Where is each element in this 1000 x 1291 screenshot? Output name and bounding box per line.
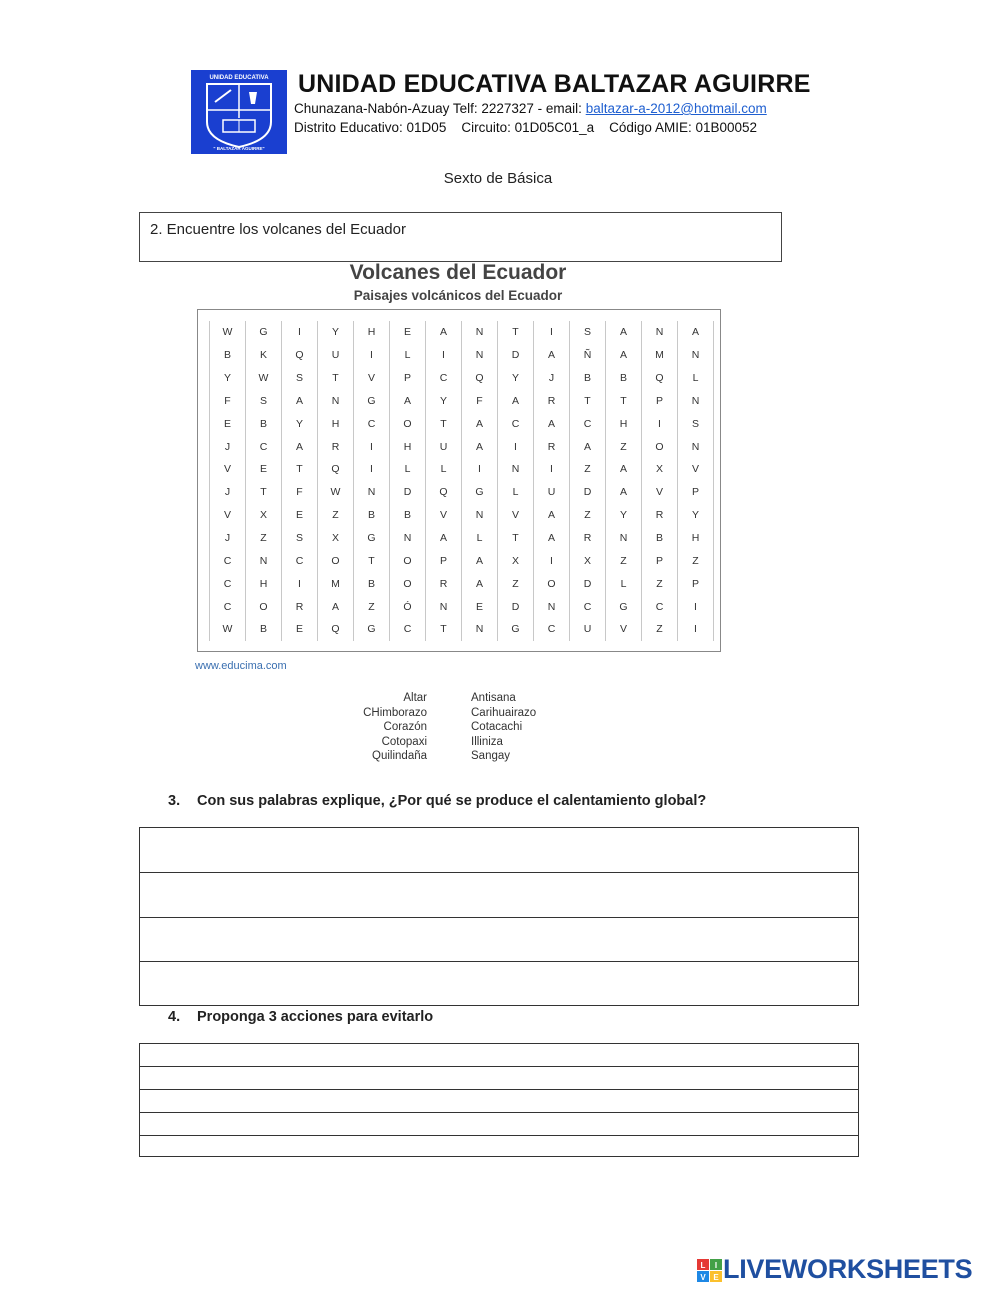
grid-letter[interactable]: N <box>390 527 426 550</box>
grid-letter[interactable]: P <box>642 390 678 413</box>
grid-letter[interactable]: A <box>570 435 606 458</box>
grid-letter[interactable]: Y <box>498 367 534 390</box>
grid-letter[interactable]: J <box>210 527 246 550</box>
address-text: Chunazana-Nabón-Azuay Telf: 2227327 - email: <box>294 101 586 116</box>
grid-letter[interactable]: V <box>498 504 534 527</box>
wordsearch-title: Volcanes del Ecuador <box>349 261 567 284</box>
answer-line <box>140 1135 858 1136</box>
grid-letter[interactable]: I <box>498 435 534 458</box>
grid-letter[interactable]: N <box>426 595 462 618</box>
grid-letter[interactable]: E <box>462 595 498 618</box>
grid-letter[interactable]: T <box>318 367 354 390</box>
word-item: Antisana <box>471 692 516 704</box>
grid-row <box>210 595 714 618</box>
grid-letter[interactable]: P <box>390 367 426 390</box>
grid-letter[interactable]: C <box>390 618 426 641</box>
grid-letter[interactable]: C <box>354 412 390 435</box>
grid-letter[interactable]: V <box>210 458 246 481</box>
grid-letter[interactable]: S <box>246 390 282 413</box>
grid-letter[interactable]: B <box>606 367 642 390</box>
logo-letter: L <box>700 1261 706 1270</box>
grid-row <box>210 572 714 595</box>
logo-letter: V <box>700 1273 706 1282</box>
grid-letter[interactable]: C <box>570 412 606 435</box>
grid-letter[interactable]: R <box>570 527 606 550</box>
grid-letter[interactable]: M <box>318 572 354 595</box>
grid-letter[interactable]: X <box>246 504 282 527</box>
grid-row <box>210 504 714 527</box>
grid-letter[interactable]: L <box>426 458 462 481</box>
grid-letter[interactable]: A <box>678 321 714 344</box>
grid-letter[interactable]: V <box>678 458 714 481</box>
grid-letter[interactable]: D <box>570 572 606 595</box>
grid-letter[interactable]: S <box>570 321 606 344</box>
grid-letter[interactable]: T <box>426 618 462 641</box>
grid-letter[interactable]: A <box>462 549 498 572</box>
logo-letter: I <box>714 1261 718 1270</box>
logo-text-bottom: " BALTAZAR AGUIRRE" <box>213 146 265 151</box>
answer-line <box>140 917 858 918</box>
grid-letter[interactable]: A <box>318 595 354 618</box>
grid-letter[interactable]: Z <box>642 618 678 641</box>
grid-letter[interactable]: O <box>390 549 426 572</box>
grid-row <box>210 367 714 390</box>
grid-letter[interactable]: U <box>534 481 570 504</box>
grid-letter[interactable]: K <box>246 344 282 367</box>
grid-letter[interactable]: T <box>354 549 390 572</box>
grid-letter[interactable]: Q <box>642 367 678 390</box>
grid-letter[interactable]: G <box>354 618 390 641</box>
question-2-box <box>139 212 782 262</box>
grid-letter[interactable]: B <box>354 572 390 595</box>
grade-label: Sexto de Básica <box>443 170 553 187</box>
grid-letter[interactable]: I <box>426 344 462 367</box>
grid-letter[interactable]: I <box>282 321 318 344</box>
grid-letter[interactable]: O <box>534 572 570 595</box>
answer-line <box>140 961 858 962</box>
grid-letter[interactable]: P <box>678 572 714 595</box>
grid-letter[interactable]: H <box>318 412 354 435</box>
grid-letter[interactable]: S <box>282 527 318 550</box>
grid-letter[interactable]: I <box>354 344 390 367</box>
grid-letter[interactable]: I <box>678 618 714 641</box>
grid-letter[interactable]: N <box>642 321 678 344</box>
grid-letter[interactable]: Y <box>282 412 318 435</box>
grid-letter[interactable]: N <box>462 321 498 344</box>
email-link[interactable]: baltazar-a-2012@hotmail.com <box>585 101 767 116</box>
grid-letter[interactable]: A <box>606 481 642 504</box>
grid-letter[interactable]: G <box>246 321 282 344</box>
grid-letter[interactable]: N <box>678 435 714 458</box>
grid-letter[interactable]: B <box>390 504 426 527</box>
grid-letter[interactable]: I <box>354 458 390 481</box>
grid-letter[interactable]: A <box>606 458 642 481</box>
grid-letter[interactable]: R <box>426 572 462 595</box>
grid-letter[interactable]: Z <box>498 572 534 595</box>
question-2-text: 2. Encuentre los volcanes del Ecuador <box>150 221 406 238</box>
grid-letter[interactable]: A <box>462 572 498 595</box>
grid-letter[interactable]: A <box>534 412 570 435</box>
grid-letter[interactable]: B <box>246 618 282 641</box>
grid-letter[interactable]: D <box>498 595 534 618</box>
grid-letter[interactable]: V <box>210 504 246 527</box>
grid-letter[interactable]: P <box>426 549 462 572</box>
grid-letter[interactable]: R <box>534 390 570 413</box>
grid-letter[interactable]: Z <box>606 549 642 572</box>
grid-letter[interactable]: S <box>678 412 714 435</box>
grid-letter[interactable]: G <box>354 390 390 413</box>
question-4-number: 4. <box>168 1009 181 1025</box>
grid-letter[interactable]: E <box>210 412 246 435</box>
grid-letter[interactable]: I <box>462 458 498 481</box>
grid-letter[interactable]: Z <box>642 572 678 595</box>
grid-letter[interactable]: Z <box>678 549 714 572</box>
grid-letter[interactable]: Z <box>246 527 282 550</box>
grid-row <box>210 618 714 641</box>
grid-letter[interactable]: Z <box>570 504 606 527</box>
grid-letter[interactable]: C <box>570 595 606 618</box>
grid-row <box>210 321 714 344</box>
grid-letter[interactable]: L <box>606 572 642 595</box>
question-4-answer-area[interactable] <box>139 1043 859 1157</box>
word-item: Sangay <box>471 750 511 762</box>
grid-letter[interactable]: D <box>390 481 426 504</box>
grid-letter[interactable]: H <box>678 527 714 550</box>
school-logo <box>191 70 287 154</box>
grid-letter[interactable]: C <box>534 618 570 641</box>
grid-letter[interactable]: F <box>282 481 318 504</box>
grid-letter[interactable]: A <box>606 321 642 344</box>
grid-letter[interactable]: H <box>390 435 426 458</box>
grid-letter[interactable]: Z <box>318 504 354 527</box>
word-list-row <box>300 736 620 751</box>
wordsearch-subtitle: Paisajes volcánicos del Ecuador <box>353 288 563 303</box>
grid-letter[interactable]: C <box>642 595 678 618</box>
grid-letter[interactable]: R <box>534 435 570 458</box>
grid-letter[interactable]: W <box>318 481 354 504</box>
grid-letter[interactable]: T <box>606 390 642 413</box>
word-list <box>300 692 620 765</box>
grid-letter[interactable]: L <box>390 344 426 367</box>
grid-letter[interactable]: I <box>282 572 318 595</box>
word-list-row <box>300 721 620 736</box>
address-line <box>294 101 767 116</box>
grid-row <box>210 549 714 572</box>
grid-letter[interactable]: Ñ <box>570 344 606 367</box>
grid-letter[interactable]: V <box>606 618 642 641</box>
grid-letter[interactable]: N <box>534 595 570 618</box>
grid-letter[interactable]: C <box>426 367 462 390</box>
grid-letter[interactable]: Q <box>318 458 354 481</box>
answer-line <box>140 1112 858 1113</box>
grid-letter[interactable]: A <box>534 504 570 527</box>
grid-letter[interactable]: S <box>282 367 318 390</box>
answer-line <box>140 872 858 873</box>
grid-letter[interactable]: I <box>534 549 570 572</box>
grid-letter[interactable]: I <box>678 595 714 618</box>
grid-letter[interactable]: A <box>282 390 318 413</box>
word-list-row <box>300 750 620 765</box>
grid-letter[interactable]: C <box>210 595 246 618</box>
grid-letter[interactable]: W <box>210 321 246 344</box>
grid-letter[interactable]: V <box>642 481 678 504</box>
grid-letter[interactable]: T <box>570 390 606 413</box>
grid-letter[interactable]: N <box>606 527 642 550</box>
grid-row <box>210 527 714 550</box>
grid-letter[interactable]: J <box>210 435 246 458</box>
grid-letter[interactable]: N <box>354 481 390 504</box>
grid-letter[interactable]: C <box>246 435 282 458</box>
answer-line <box>140 1066 858 1067</box>
grid-letter[interactable]: A <box>498 390 534 413</box>
grid-letter[interactable]: Z <box>606 435 642 458</box>
grid-letter[interactable]: D <box>498 344 534 367</box>
question-4-text: Proponga 3 acciones para evitarlo <box>197 1009 434 1025</box>
grid-letter[interactable]: H <box>246 572 282 595</box>
grid-letter[interactable]: L <box>390 458 426 481</box>
word-item: Illiniza <box>471 735 503 748</box>
liveworksheets-brand[interactable]: LIVEWORKSHEETS <box>723 1254 973 1284</box>
grid-letter[interactable]: E <box>282 504 318 527</box>
grid-letter[interactable]: X <box>498 549 534 572</box>
grid-letter[interactable]: I <box>354 435 390 458</box>
grid-letter[interactable]: Y <box>426 390 462 413</box>
grid-letter[interactable]: V <box>426 504 462 527</box>
grid-letter[interactable]: A <box>606 344 642 367</box>
grid-letter[interactable]: Q <box>318 618 354 641</box>
grid-letter[interactable]: E <box>390 321 426 344</box>
wordsearch-frame <box>197 309 721 652</box>
grid-letter[interactable]: X <box>570 549 606 572</box>
question-3-title <box>168 793 706 809</box>
grid-letter[interactable]: X <box>318 527 354 550</box>
grid-row <box>210 458 714 481</box>
grid-letter[interactable]: W <box>210 618 246 641</box>
grid-letter[interactable]: B <box>246 412 282 435</box>
question-4-title <box>168 1009 433 1025</box>
grid-row <box>210 435 714 458</box>
grid-row <box>210 344 714 367</box>
source-site: www.educima.com <box>195 660 287 672</box>
grid-letter[interactable]: P <box>678 481 714 504</box>
grid-letter[interactable]: Z <box>354 595 390 618</box>
logo-letter: E <box>713 1273 719 1282</box>
grid-letter[interactable]: N <box>462 618 498 641</box>
question-3-number: 3. <box>168 793 181 809</box>
grid-letter[interactable]: T <box>498 321 534 344</box>
grid-letter[interactable]: A <box>462 435 498 458</box>
grid-letter[interactable]: B <box>642 527 678 550</box>
grid-letter[interactable]: M <box>642 344 678 367</box>
grid-letter[interactable]: C <box>210 549 246 572</box>
grid-letter[interactable]: H <box>606 412 642 435</box>
word-item: Quilindaña <box>372 750 427 762</box>
grid-letter[interactable]: Q <box>462 367 498 390</box>
grid-letter[interactable]: Q <box>426 481 462 504</box>
grid-letter[interactable]: E <box>282 618 318 641</box>
grid-row <box>210 481 714 504</box>
grid-letter[interactable]: O <box>390 412 426 435</box>
word-list-row <box>300 707 620 722</box>
grid-letter[interactable]: G <box>498 618 534 641</box>
grid-letter[interactable]: O <box>246 595 282 618</box>
grid-letter[interactable]: R <box>642 504 678 527</box>
grid-letter[interactable]: T <box>426 412 462 435</box>
grid-row <box>210 390 714 413</box>
grid-letter[interactable]: H <box>354 321 390 344</box>
grid-letter[interactable]: F <box>210 390 246 413</box>
grid-letter[interactable]: I <box>642 412 678 435</box>
grid-letter[interactable]: G <box>462 481 498 504</box>
grid-letter[interactable]: W <box>246 367 282 390</box>
word-item: Corazón <box>383 721 427 733</box>
grid-letter[interactable]: C <box>210 572 246 595</box>
grid-letter[interactable]: I <box>534 321 570 344</box>
grid-letter[interactable]: D <box>570 481 606 504</box>
word-list-row <box>300 692 620 707</box>
grid-letter[interactable]: L <box>498 481 534 504</box>
grid-letter[interactable]: P <box>642 549 678 572</box>
grid-letter[interactable]: A <box>534 344 570 367</box>
grid-letter[interactable]: G <box>354 527 390 550</box>
grid-letter[interactable]: R <box>318 435 354 458</box>
grid-letter[interactable]: Ó <box>390 595 426 618</box>
answer-line <box>140 1089 858 1090</box>
word-item: Cotopaxi <box>381 735 427 748</box>
grid-letter[interactable]: F <box>462 390 498 413</box>
grid-letter[interactable]: J <box>534 367 570 390</box>
grid-letter[interactable]: U <box>318 344 354 367</box>
grid-row <box>210 412 714 435</box>
grid-letter[interactable]: R <box>282 595 318 618</box>
grid-letter[interactable]: T <box>498 527 534 550</box>
grid-letter[interactable]: A <box>390 390 426 413</box>
school-name: UNIDAD EDUCATIVA BALTAZAR AGUIRRE <box>298 70 811 98</box>
grid-letter[interactable]: G <box>606 595 642 618</box>
grid-letter[interactable]: B <box>570 367 606 390</box>
grid-letter[interactable]: B <box>210 344 246 367</box>
question-3-answer-area[interactable] <box>139 827 859 1006</box>
grid-letter[interactable]: I <box>534 458 570 481</box>
grid-letter[interactable]: U <box>426 435 462 458</box>
grid-letter[interactable]: Y <box>210 367 246 390</box>
grid-letter[interactable]: J <box>210 481 246 504</box>
grid-letter[interactable]: N <box>462 504 498 527</box>
grid-letter[interactable]: A <box>534 527 570 550</box>
grid-letter[interactable]: N <box>678 390 714 413</box>
grid-letter[interactable]: A <box>426 527 462 550</box>
wordsearch-grid <box>209 321 714 641</box>
grid-letter[interactable]: O <box>318 549 354 572</box>
grid-letter[interactable]: T <box>246 481 282 504</box>
logo-text-top: UNIDAD EDUCATIVA <box>209 75 269 81</box>
grid-letter[interactable]: N <box>498 458 534 481</box>
grid-letter[interactable]: L <box>462 527 498 550</box>
grid-letter[interactable]: U <box>570 618 606 641</box>
grid-letter[interactable]: E <box>246 458 282 481</box>
grid-letter[interactable]: N <box>462 344 498 367</box>
grid-letter[interactable]: N <box>678 344 714 367</box>
question-3-text: Con sus palabras explique, ¿Por qué se produce el calentamiento global? <box>197 793 707 809</box>
word-item: Altar <box>403 692 427 704</box>
liveworksheets-logo-icon <box>697 1259 723 1283</box>
grid-letter[interactable]: O <box>390 572 426 595</box>
grid-letter[interactable]: Y <box>678 504 714 527</box>
word-item: Cotacachi <box>471 721 523 733</box>
grid-letter[interactable]: N <box>318 390 354 413</box>
grid-letter[interactable]: Q <box>282 344 318 367</box>
grid-letter[interactable]: T <box>282 458 318 481</box>
word-item: CHimborazo <box>363 706 427 719</box>
grid-letter[interactable]: C <box>282 549 318 572</box>
grid-letter[interactable]: A <box>462 412 498 435</box>
grid-letter[interactable]: V <box>354 367 390 390</box>
grid-letter[interactable]: Z <box>570 458 606 481</box>
grid-letter[interactable]: Y <box>606 504 642 527</box>
district-line: Distrito Educativo: 01D05 Circuito: 01D05C01_a Código AMIE: 01B00052 <box>294 120 758 135</box>
grid-letter[interactable]: A <box>426 321 462 344</box>
grid-letter[interactable]: A <box>282 435 318 458</box>
word-item: Carihuairazo <box>471 706 537 719</box>
grid-letter[interactable]: X <box>642 458 678 481</box>
grid-letter[interactable]: B <box>354 504 390 527</box>
grid-letter[interactable]: O <box>642 435 678 458</box>
grid-letter[interactable]: C <box>498 412 534 435</box>
grid-letter[interactable]: L <box>678 367 714 390</box>
grid-letter[interactable]: N <box>246 549 282 572</box>
grid-letter[interactable]: Y <box>318 321 354 344</box>
